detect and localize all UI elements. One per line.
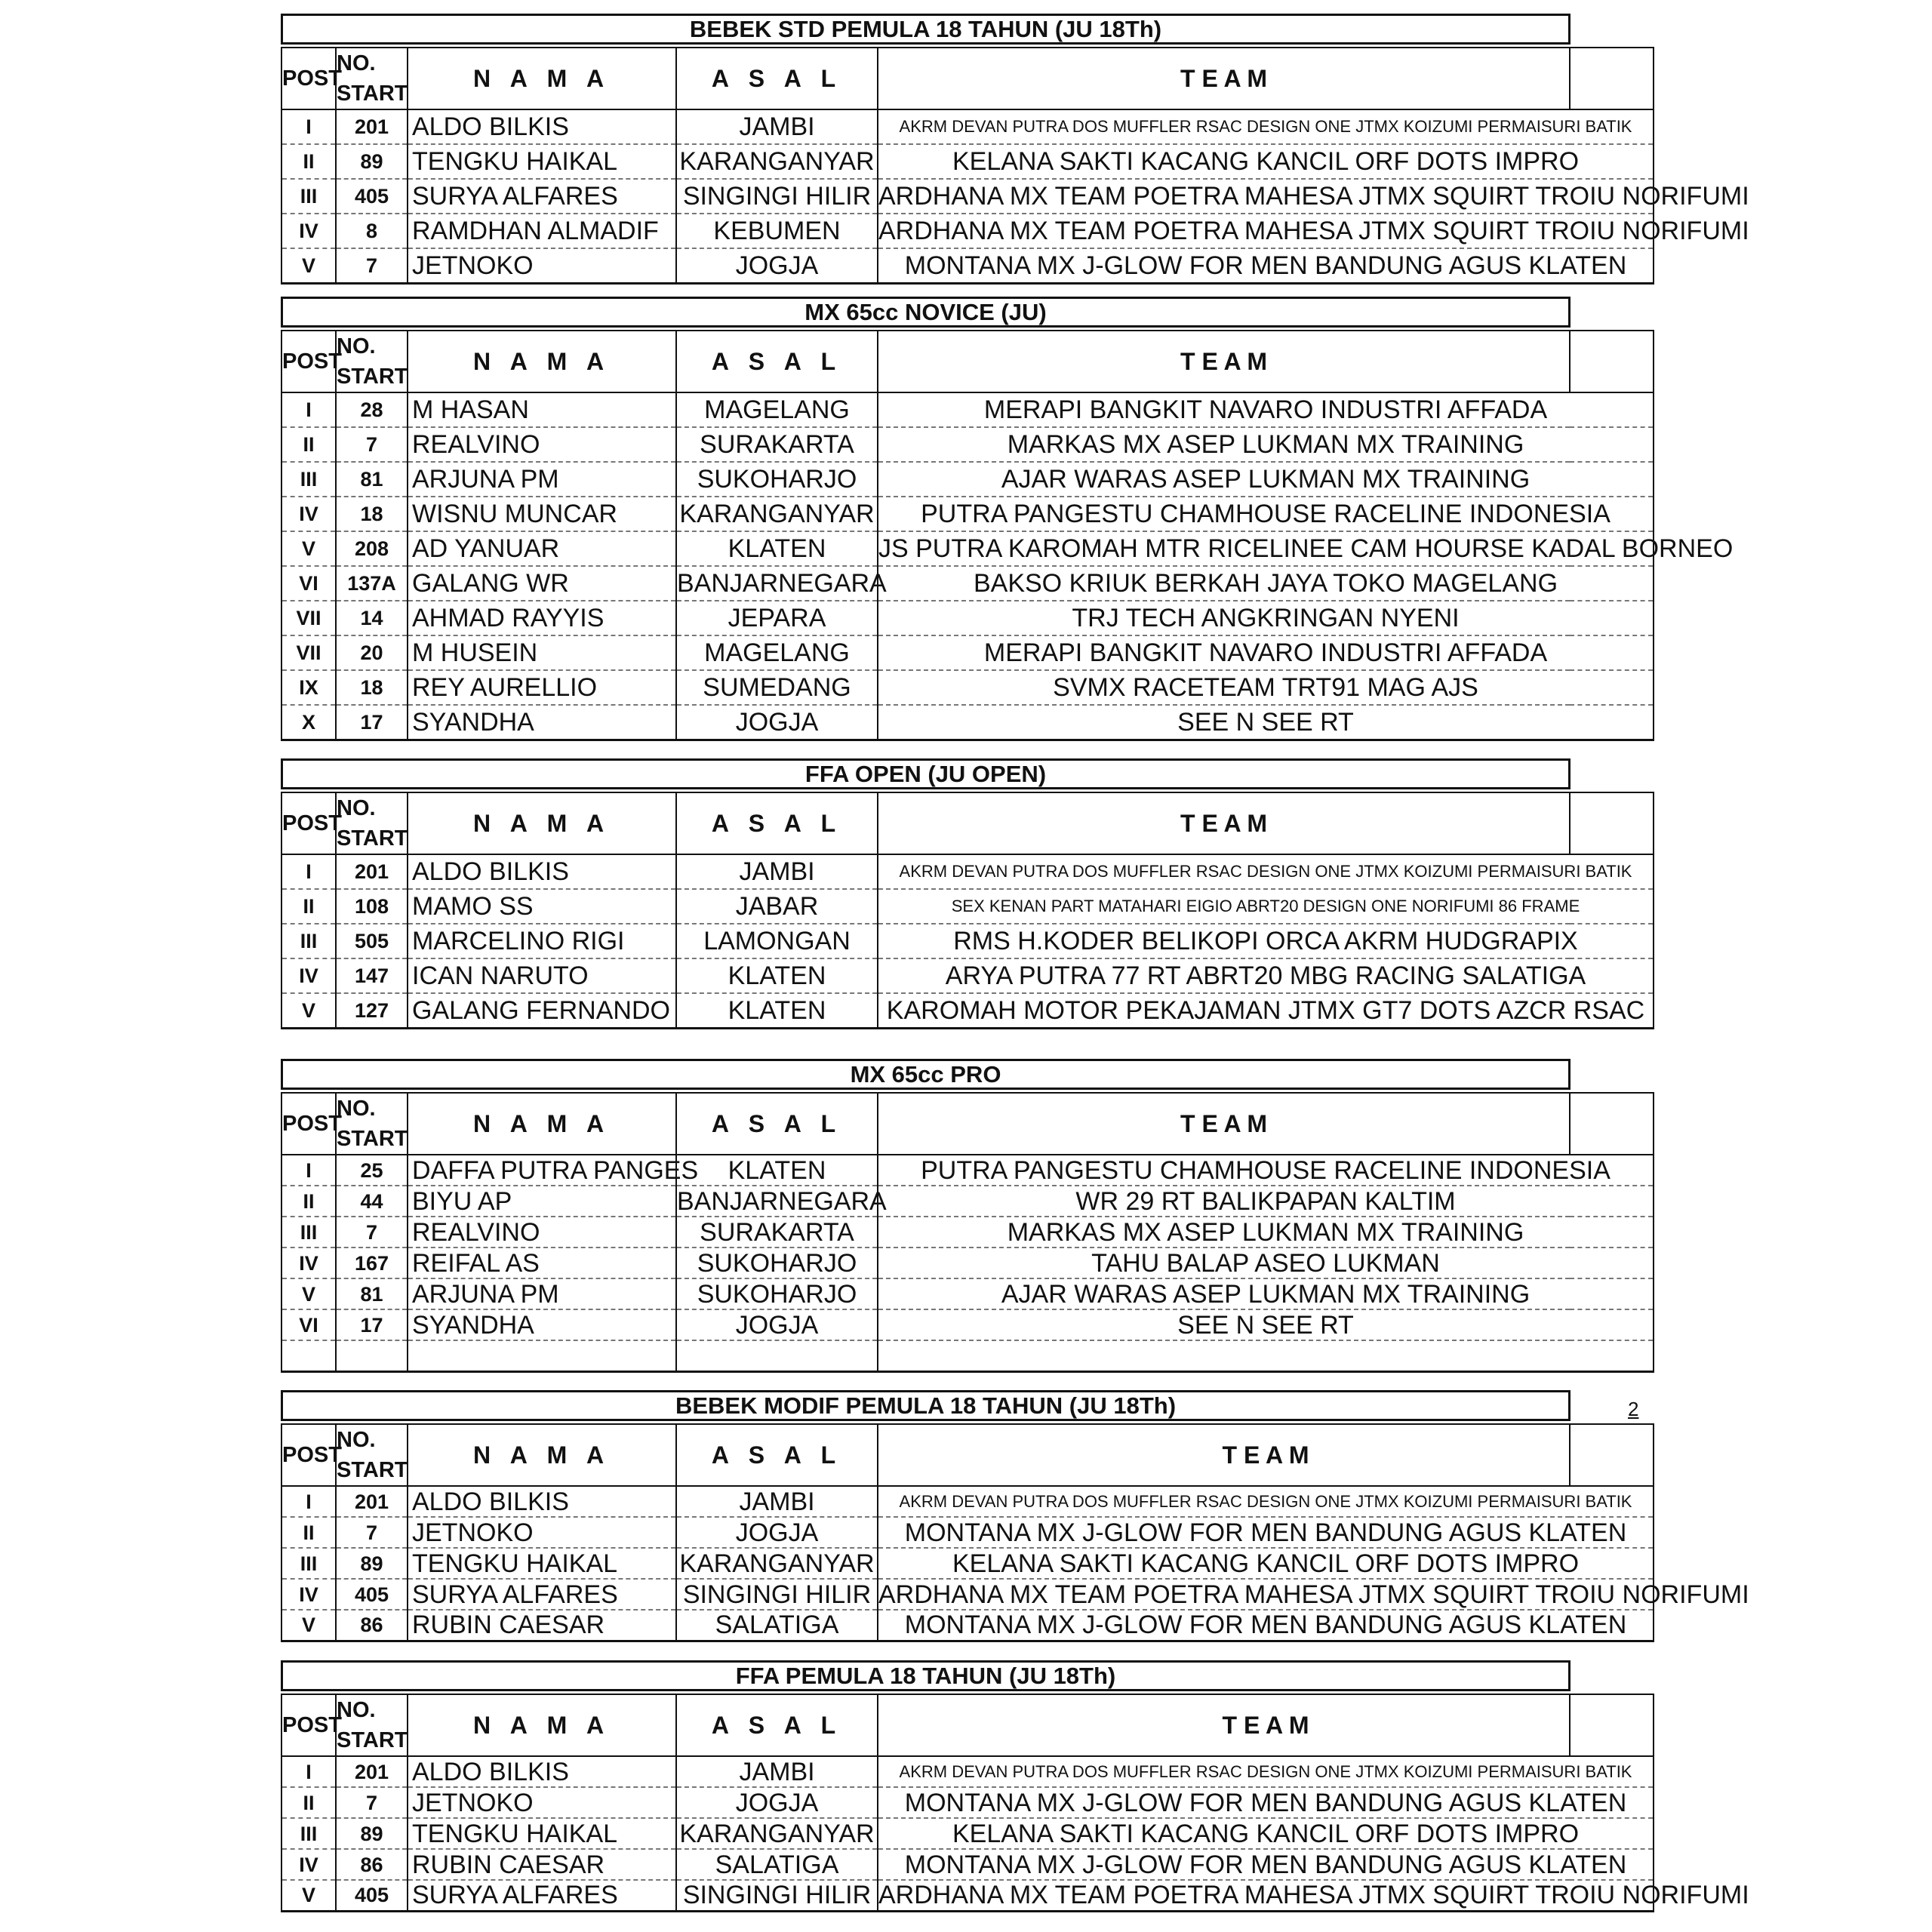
row-nama: MAMO SS xyxy=(408,889,676,924)
header-pos: POST xyxy=(281,1093,336,1155)
row-start-number: 89 xyxy=(336,1548,408,1579)
row-start-number: 81 xyxy=(336,462,408,497)
table-row xyxy=(281,1756,1654,1787)
row-nama: WISNU MUNCAR xyxy=(408,497,676,531)
row-nama: SYANDHA xyxy=(408,1309,676,1340)
row-start-number: 81 xyxy=(336,1278,408,1309)
row-pos: I xyxy=(281,1486,336,1517)
table-row xyxy=(281,1787,1654,1818)
row-pos: III xyxy=(281,1818,336,1849)
results-table xyxy=(281,792,1654,1029)
row-team: KAROMAH MOTOR PEKAJAMAN JTMX GT7 DOTS AZCR RSAC xyxy=(878,993,1654,1028)
row-pos: V xyxy=(281,248,336,283)
row-asal: SALATIGA xyxy=(676,1610,878,1641)
row-team: KELANA SAKTI KACANG KANCIL ORF DOTS IMPRO xyxy=(878,1818,1654,1849)
results-section xyxy=(281,1059,1653,1373)
header-extra xyxy=(1570,48,1654,109)
row-asal: KLATEN xyxy=(676,993,878,1028)
row-team: JS PUTRA KAROMAH MTR RICELINEE CAM HOURSE KADAL BORNEO xyxy=(878,531,1654,566)
row-start-number: 201 xyxy=(336,109,408,144)
row-team: MONTANA MX J-GLOW FOR MEN BANDUNG AGUS KLATEN xyxy=(878,1787,1654,1818)
row-asal: SURAKARTA xyxy=(676,427,878,462)
row-start-number: 18 xyxy=(336,497,408,531)
row-asal: JOGJA xyxy=(676,248,878,283)
table-row xyxy=(281,889,1654,924)
table-row xyxy=(281,566,1654,601)
row-start-number: 201 xyxy=(336,854,408,889)
row-team: SEX KENAN PART MATAHARI EIGIO ABRT20 DESIGN ONE NORIFUMI 86 FRAME xyxy=(878,889,1654,924)
row-team: MONTANA MX J-GLOW FOR MEN BANDUNG AGUS KLATEN xyxy=(878,1517,1654,1548)
row-pos: IV xyxy=(281,958,336,993)
page-marker[interactable]: 2 xyxy=(1628,1398,1639,1420)
row-nama: JETNOKO xyxy=(408,248,676,283)
row-pos: I xyxy=(281,392,336,427)
row-nama: SURYA ALFARES xyxy=(408,1579,676,1610)
row-team: SEE N SEE RT xyxy=(878,1309,1654,1340)
row-team: MARKAS MX ASEP LUKMAN MX TRAINING xyxy=(878,427,1654,462)
row-asal: KEBUMEN xyxy=(676,214,878,248)
row-start-number: 137A xyxy=(336,566,408,601)
row-pos: I xyxy=(281,109,336,144)
section-title: FFA PEMULA 18 TAHUN (JU 18Th) xyxy=(281,1660,1571,1691)
row-start-number: 405 xyxy=(336,179,408,214)
row-asal xyxy=(676,1340,878,1371)
header-no-start: NO. START xyxy=(336,331,408,392)
row-nama: REY AURELLIO xyxy=(408,670,676,705)
row-start-number: 86 xyxy=(336,1849,408,1880)
header-asal: A S A L xyxy=(676,1694,878,1756)
row-team: MERAPI BANGKIT NAVARO INDUSTRI AFFADA xyxy=(878,392,1654,427)
table-row xyxy=(281,531,1654,566)
row-start-number: 108 xyxy=(336,889,408,924)
table-row xyxy=(281,392,1654,427)
row-pos: III xyxy=(281,924,336,958)
row-start-number: 14 xyxy=(336,601,408,635)
row-nama: JETNOKO xyxy=(408,1787,676,1818)
table-row xyxy=(281,993,1654,1028)
row-start-number: 201 xyxy=(336,1756,408,1787)
row-start-number: 405 xyxy=(336,1579,408,1610)
row-pos: IV xyxy=(281,1247,336,1278)
row-nama: REALVINO xyxy=(408,1217,676,1247)
row-team: PUTRA PANGESTU CHAMHOUSE RACELINE INDONESIA xyxy=(878,497,1654,531)
header-pos: POST xyxy=(281,1694,336,1756)
row-pos: I xyxy=(281,1756,336,1787)
header-extra xyxy=(1570,1424,1654,1486)
row-team xyxy=(878,1340,1654,1371)
row-pos: V xyxy=(281,531,336,566)
row-nama: SURYA ALFARES xyxy=(408,179,676,214)
row-asal: KARANGANYAR xyxy=(676,497,878,531)
row-nama: ALDO BILKIS xyxy=(408,854,676,889)
table-header xyxy=(281,1093,1654,1155)
table-row xyxy=(281,1217,1654,1247)
results-section xyxy=(281,758,1653,1029)
table-row xyxy=(281,179,1654,214)
row-team: SVMX RACETEAM TRT91 MAG AJS xyxy=(878,670,1654,705)
header-no-start: NO. START xyxy=(336,1424,408,1486)
row-asal: SINGINGI HILIR xyxy=(676,1579,878,1610)
table-row xyxy=(281,497,1654,531)
row-start-number: 7 xyxy=(336,1517,408,1548)
row-start-number: 167 xyxy=(336,1247,408,1278)
table-row xyxy=(281,1278,1654,1309)
row-start-number: 201 xyxy=(336,1486,408,1517)
table-row xyxy=(281,1186,1654,1217)
header-nama: N A M A xyxy=(408,331,676,392)
results-table xyxy=(281,1694,1749,1912)
table-row xyxy=(281,248,1654,283)
row-nama: ALDO BILKIS xyxy=(408,1756,676,1787)
row-start-number: 86 xyxy=(336,1610,408,1641)
row-team: ARYA PUTRA 77 RT ABRT20 MBG RACING SALATIGA xyxy=(878,958,1654,993)
row-asal: JABAR xyxy=(676,889,878,924)
table-header xyxy=(281,1694,1654,1756)
row-asal: KARANGANYAR xyxy=(676,144,878,179)
row-start-number: 44 xyxy=(336,1186,408,1217)
header-asal: A S A L xyxy=(676,331,878,392)
results-table xyxy=(281,47,1749,285)
row-team: MONTANA MX J-GLOW FOR MEN BANDUNG AGUS KLATEN xyxy=(878,1610,1654,1641)
row-pos: III xyxy=(281,179,336,214)
row-asal: JOGJA xyxy=(676,1787,878,1818)
header-no-start: NO. START xyxy=(336,792,408,854)
row-asal: JAMBI xyxy=(676,854,878,889)
row-nama: REIFAL AS xyxy=(408,1247,676,1278)
row-nama: BIYU AP xyxy=(408,1186,676,1217)
row-start-number: 17 xyxy=(336,705,408,740)
row-asal: KLATEN xyxy=(676,1155,878,1186)
row-asal: KARANGANYAR xyxy=(676,1548,878,1579)
table-row xyxy=(281,144,1654,179)
row-pos: VI xyxy=(281,566,336,601)
header-asal: A S A L xyxy=(676,1424,878,1486)
row-nama: TENGKU HAIKAL xyxy=(408,1548,676,1579)
row-start-number xyxy=(336,1340,408,1371)
row-asal: JOGJA xyxy=(676,705,878,740)
row-team: ARDHANA MX TEAM POETRA MAHESA JTMX SQUIRT TROIU NORIFUMI xyxy=(878,179,1654,214)
table-row xyxy=(281,670,1654,705)
row-team: MONTANA MX J-GLOW FOR MEN BANDUNG AGUS KLATEN xyxy=(878,1849,1654,1880)
header-team: T E A M xyxy=(878,331,1570,392)
row-nama: JETNOKO xyxy=(408,1517,676,1548)
row-team: AKRM DEVAN PUTRA DOS MUFFLER RSAC DESIGN ONE JTMX KOIZUMI PERMAISURI BATIK xyxy=(878,109,1654,144)
row-start-number: 7 xyxy=(336,1217,408,1247)
table-row xyxy=(281,1517,1654,1548)
row-pos: III xyxy=(281,462,336,497)
row-nama: M HUSEIN xyxy=(408,635,676,670)
header-team: T E A M xyxy=(878,48,1570,109)
row-start-number: 147 xyxy=(336,958,408,993)
header-pos: POST xyxy=(281,1424,336,1486)
section-title: BEBEK MODIF PEMULA 18 TAHUN (JU 18Th) xyxy=(281,1390,1571,1421)
row-nama: GALANG WR xyxy=(408,566,676,601)
row-start-number: 18 xyxy=(336,670,408,705)
row-team: SEE N SEE RT xyxy=(878,705,1654,740)
table-row xyxy=(281,1548,1654,1579)
row-pos: II xyxy=(281,427,336,462)
table-row xyxy=(281,854,1654,889)
row-asal: LAMONGAN xyxy=(676,924,878,958)
row-asal: JEPARA xyxy=(676,601,878,635)
table-row xyxy=(281,1340,1654,1371)
row-team: AKRM DEVAN PUTRA DOS MUFFLER RSAC DESIGN ONE JTMX KOIZUMI PERMAISURI BATIK xyxy=(878,854,1654,889)
row-team: TAHU BALAP ASEO LUKMAN xyxy=(878,1247,1654,1278)
row-nama: SYANDHA xyxy=(408,705,676,740)
row-pos: I xyxy=(281,854,336,889)
table-row xyxy=(281,109,1654,144)
table-header xyxy=(281,792,1654,854)
header-pos: POST xyxy=(281,48,336,109)
table-row xyxy=(281,924,1654,958)
row-team: PUTRA PANGESTU CHAMHOUSE RACELINE INDONESIA xyxy=(878,1155,1654,1186)
header-nama: N A M A xyxy=(408,792,676,854)
results-table xyxy=(281,1092,1654,1373)
row-start-number: 89 xyxy=(336,144,408,179)
table-row xyxy=(281,1849,1654,1880)
header-nama: N A M A xyxy=(408,1093,676,1155)
row-nama: TENGKU HAIKAL xyxy=(408,1818,676,1849)
row-team: ARDHANA MX TEAM POETRA MAHESA JTMX SQUIRT TROIU NORIFUMI xyxy=(878,1580,1749,1609)
header-nama: N A M A xyxy=(408,1694,676,1756)
table-row xyxy=(281,1610,1654,1641)
row-pos: II xyxy=(281,889,336,924)
row-start-number: 405 xyxy=(336,1880,408,1911)
row-team: MARKAS MX ASEP LUKMAN MX TRAINING xyxy=(878,1217,1654,1247)
row-nama: ARJUNA PM xyxy=(408,1278,676,1309)
table-header xyxy=(281,48,1654,109)
row-nama xyxy=(408,1340,676,1371)
row-pos: IV xyxy=(281,497,336,531)
row-pos xyxy=(281,1340,336,1371)
row-asal: JAMBI xyxy=(676,1756,878,1787)
header-asal: A S A L xyxy=(676,792,878,854)
row-start-number: 25 xyxy=(336,1155,408,1186)
results-table xyxy=(281,330,1734,741)
row-team: AJAR WARAS ASEP LUKMAN MX TRAINING xyxy=(878,1278,1654,1309)
row-team: MERAPI BANGKIT NAVARO INDUSTRI AFFADA xyxy=(878,635,1654,670)
row-nama: MARCELINO RIGI xyxy=(408,924,676,958)
row-pos: VII xyxy=(281,601,336,635)
row-pos: VII xyxy=(281,635,336,670)
row-team: TRJ TECH ANGKRINGAN NYENI xyxy=(878,601,1654,635)
row-asal: JAMBI xyxy=(676,109,878,144)
row-pos: V xyxy=(281,993,336,1028)
row-pos: V xyxy=(281,1610,336,1641)
row-nama: ICAN NARUTO xyxy=(408,958,676,993)
table-row xyxy=(281,1309,1654,1340)
results-section xyxy=(281,1390,1749,1642)
row-asal: MAGELANG xyxy=(676,392,878,427)
row-pos: II xyxy=(281,144,336,179)
header-extra xyxy=(1570,1093,1654,1155)
row-asal: KARANGANYAR xyxy=(676,1818,878,1849)
row-pos: II xyxy=(281,1517,336,1548)
table-header xyxy=(281,331,1654,392)
row-pos: III xyxy=(281,1217,336,1247)
header-asal: A S A L xyxy=(676,1093,878,1155)
row-start-number: 20 xyxy=(336,635,408,670)
row-nama: RUBIN CAESAR xyxy=(408,1610,676,1641)
table-row xyxy=(281,1880,1654,1911)
row-team: MONTANA MX J-GLOW FOR MEN BANDUNG AGUS KLATEN xyxy=(878,248,1654,283)
row-pos: IV xyxy=(281,1849,336,1880)
row-start-number: 8 xyxy=(336,214,408,248)
table-row xyxy=(281,1155,1654,1186)
row-asal: SUMEDANG xyxy=(676,670,878,705)
row-asal: JOGJA xyxy=(676,1517,878,1548)
row-team: ARDHANA MX TEAM POETRA MAHESA JTMX SQUIRT TROIU NORIFUMI xyxy=(878,214,1654,248)
row-pos: V xyxy=(281,1278,336,1309)
header-team: T E A M xyxy=(878,1424,1570,1486)
section-title: BEBEK STD PEMULA 18 TAHUN (JU 18Th) xyxy=(281,14,1571,45)
header-nama: N A M A xyxy=(408,1424,676,1486)
table-row xyxy=(281,462,1654,497)
row-nama: DAFFA PUTRA PANGES xyxy=(408,1155,676,1186)
table-row xyxy=(281,1486,1654,1517)
row-pos: VI xyxy=(281,1309,336,1340)
table-row xyxy=(281,1247,1654,1278)
table-row xyxy=(281,1818,1654,1849)
table-row xyxy=(281,214,1654,248)
row-asal: KLATEN xyxy=(676,531,878,566)
header-no-start: NO. START xyxy=(336,1093,408,1155)
table-row xyxy=(281,427,1654,462)
row-nama: GALANG FERNANDO xyxy=(408,993,676,1028)
row-asal: SALATIGA xyxy=(676,1849,878,1880)
row-nama: TENGKU HAIKAL xyxy=(408,144,676,179)
row-start-number: 17 xyxy=(336,1309,408,1340)
row-team: RMS H.KODER BELIKOPI ORCA AKRM HUDGRAPIX xyxy=(878,924,1654,958)
row-pos: V xyxy=(281,1880,336,1911)
header-no-start: NO. START xyxy=(336,48,408,109)
row-nama: ALDO BILKIS xyxy=(408,1486,676,1517)
table-header xyxy=(281,1424,1654,1486)
header-pos: POST xyxy=(281,331,336,392)
header-extra xyxy=(1570,1694,1654,1756)
header-asal: A S A L xyxy=(676,48,878,109)
header-team: T E A M xyxy=(878,1093,1570,1155)
row-start-number: 89 xyxy=(336,1818,408,1849)
row-asal: SINGINGI HILIR xyxy=(676,179,878,214)
row-nama: M HASAN xyxy=(408,392,676,427)
row-start-number: 7 xyxy=(336,427,408,462)
row-pos: IX xyxy=(281,670,336,705)
row-team: KELANA SAKTI KACANG KANCIL ORF DOTS IMPRO xyxy=(878,144,1654,179)
header-pos: POST xyxy=(281,792,336,854)
row-nama: AD YANUAR xyxy=(408,531,676,566)
row-team: AKRM DEVAN PUTRA DOS MUFFLER RSAC DESIGN ONE JTMX KOIZUMI PERMAISURI BATIK xyxy=(878,1756,1654,1787)
row-asal: MAGELANG xyxy=(676,635,878,670)
header-extra xyxy=(1570,331,1654,392)
row-asal: SUKOHARJO xyxy=(676,1247,878,1278)
row-pos: I xyxy=(281,1155,336,1186)
results-table xyxy=(281,1423,1749,1642)
row-start-number: 7 xyxy=(336,1787,408,1818)
table-row xyxy=(281,635,1654,670)
row-asal: SURAKARTA xyxy=(676,1217,878,1247)
row-start-number: 28 xyxy=(336,392,408,427)
row-asal: KLATEN xyxy=(676,958,878,993)
row-asal: SINGINGI HILIR xyxy=(676,1880,878,1911)
row-pos: III xyxy=(281,1548,336,1579)
row-team: ARDHANA MX TEAM POETRA MAHESA JTMX SQUIRT TROIU NORIFUMI xyxy=(878,1881,1749,1910)
table-row xyxy=(281,1579,1654,1610)
section-title: MX 65cc NOVICE (JU) xyxy=(281,297,1571,328)
row-nama: AHMAD RAYYIS xyxy=(408,601,676,635)
row-start-number: 127 xyxy=(336,993,408,1028)
row-team: WR 29 RT BALIKPAPAN KALTIM xyxy=(878,1186,1654,1217)
row-nama: REALVINO xyxy=(408,427,676,462)
table-row xyxy=(281,705,1654,740)
row-asal: JOGJA xyxy=(676,1309,878,1340)
row-asal: BANJARNEGARA xyxy=(676,566,878,601)
row-start-number: 505 xyxy=(336,924,408,958)
row-start-number: 208 xyxy=(336,531,408,566)
results-section xyxy=(281,297,1734,741)
row-pos: IV xyxy=(281,214,336,248)
row-nama: RAMDHAN ALMADIF xyxy=(408,214,676,248)
row-team: BAKSO KRIUK BERKAH JAYA TOKO MAGELANG xyxy=(878,566,1654,601)
section-title: MX 65cc PRO xyxy=(281,1059,1571,1090)
row-pos: II xyxy=(281,1186,336,1217)
row-asal: SUKOHARJO xyxy=(676,462,878,497)
row-team: KELANA SAKTI KACANG KANCIL ORF DOTS IMPRO xyxy=(878,1548,1654,1579)
row-pos: IV xyxy=(281,1579,336,1610)
row-pos: II xyxy=(281,1787,336,1818)
table-row xyxy=(281,958,1654,993)
row-nama: RUBIN CAESAR xyxy=(408,1849,676,1880)
section-title: FFA OPEN (JU OPEN) xyxy=(281,758,1571,789)
row-asal: JAMBI xyxy=(676,1486,878,1517)
results-section xyxy=(281,14,1749,285)
header-team: T E A M xyxy=(878,1694,1570,1756)
row-nama: ALDO BILKIS xyxy=(408,109,676,144)
row-asal: SUKOHARJO xyxy=(676,1278,878,1309)
header-no-start: NO. START xyxy=(336,1694,408,1756)
row-asal: BANJARNEGARA xyxy=(677,1186,887,1216)
header-nama: N A M A xyxy=(408,48,676,109)
row-nama: ARJUNA PM xyxy=(408,462,676,497)
table-row xyxy=(281,601,1654,635)
row-start-number: 7 xyxy=(336,248,408,283)
row-team: AJAR WARAS ASEP LUKMAN MX TRAINING xyxy=(878,462,1654,497)
row-team: AKRM DEVAN PUTRA DOS MUFFLER RSAC DESIGN ONE JTMX KOIZUMI PERMAISURI BATIK xyxy=(878,1486,1654,1517)
results-section xyxy=(281,1660,1749,1912)
header-extra xyxy=(1570,792,1654,854)
header-team: T E A M xyxy=(878,792,1570,854)
row-pos: X xyxy=(281,705,336,740)
row-nama: SURYA ALFARES xyxy=(408,1880,676,1911)
